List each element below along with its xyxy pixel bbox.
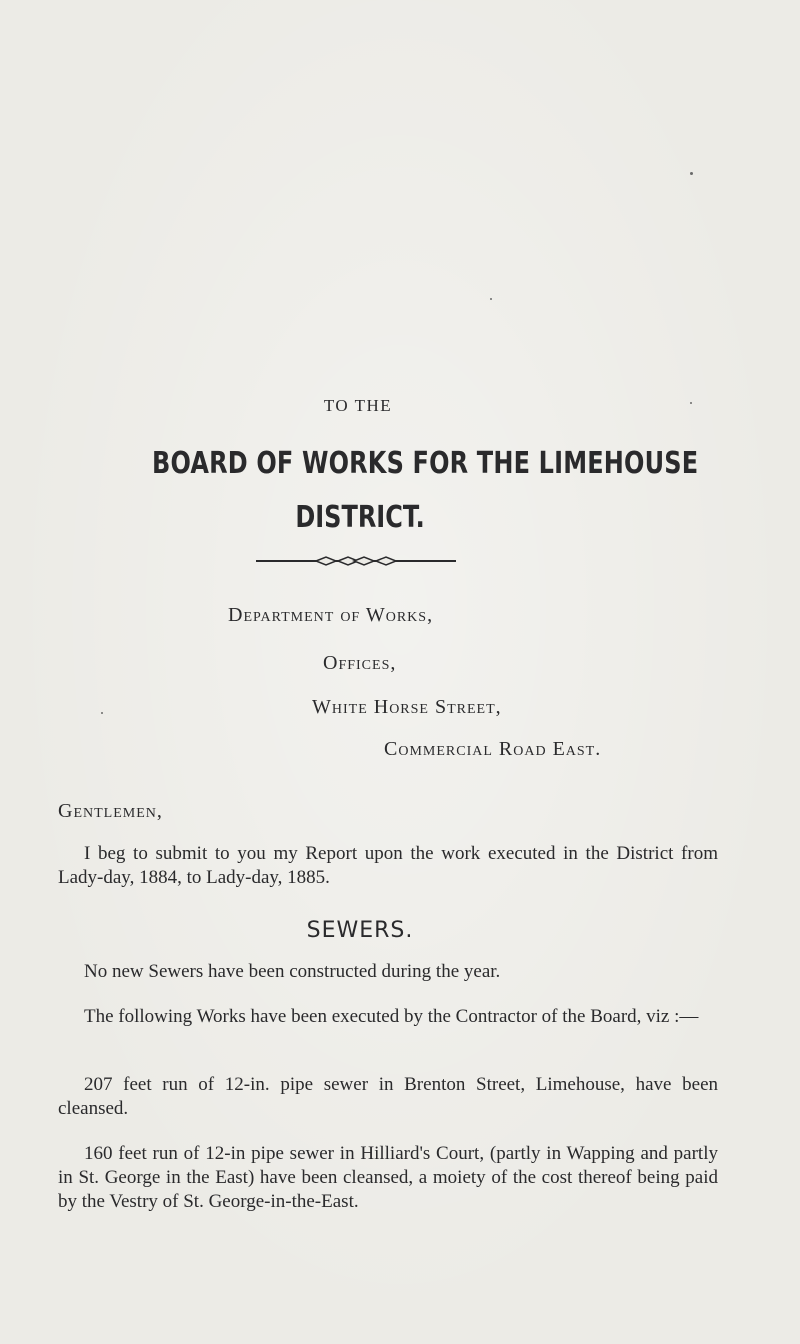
paragraph-no-new-sewers: No new Sewers have been constructed during the year. <box>84 961 501 982</box>
paper-speck <box>690 172 693 175</box>
address-road: Commercial Road East. <box>384 738 602 760</box>
ornamental-rule-icon <box>256 554 456 568</box>
section-title-sewers: SEWERS. <box>306 918 414 943</box>
paragraph-brenton-street: 207 feet run of 12-in. pipe sewer in Brenton Street, Limehouse, have been cleansed. <box>58 1074 718 1119</box>
board-title-line2: DISTRICT. <box>295 500 425 535</box>
address-street: White Horse Street, <box>312 696 502 718</box>
board-title-line1: BOARD OF WORKS FOR THE LIMEHOUSE <box>152 446 699 481</box>
salutation: Gentlemen, <box>58 800 163 822</box>
paragraph-following-works: The following Works have been executed by the Contractor of the Board, viz :— <box>84 1006 699 1027</box>
intro-paragraph: I beg to submit to you my Report upon the work executed in the District from Lady-day, 1884, to Lady-day, 1885. <box>58 843 718 888</box>
paper-speck <box>101 712 103 714</box>
address-department: Department of Works, <box>228 604 434 626</box>
address-offices: Offices, <box>323 652 397 674</box>
to-the-label: TO THE <box>323 396 393 415</box>
paper-speck <box>490 298 492 300</box>
paper-speck <box>690 402 692 404</box>
paragraph-hilliards-court: 160 feet run of 12-in pipe sewer in Hilliard's Court, (partly in Wapping and partly in St. George in the East) have been cleansed, a moiety of the cost thereof being paid by the Vestry of St. George-in-the-East. <box>58 1143 718 1212</box>
